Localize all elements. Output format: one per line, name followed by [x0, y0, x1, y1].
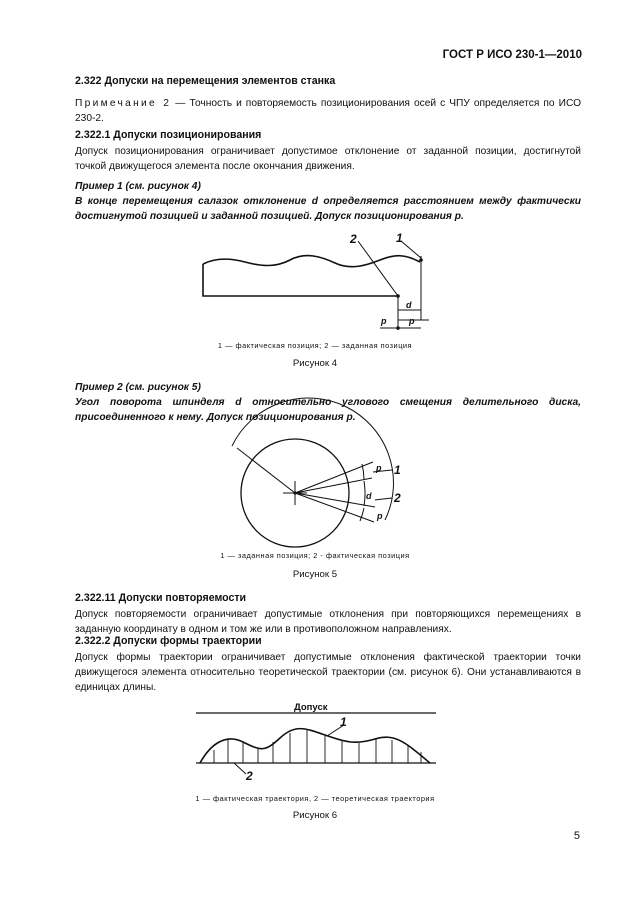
example1-title: Пример 1 (см. рисунок 4) [75, 181, 201, 192]
fig6-label-tolerance: Допуск [294, 702, 328, 713]
fig4-label-d: d [406, 300, 412, 310]
figure4-caption: 1 — фактическая позиция; 2 — заданная позиция [217, 341, 413, 350]
fig5-label-p-top: p [376, 463, 382, 473]
paragraph-repeatability: Допуск повторяемости ограничивает допустимые отклонения при повторяющихся перемещениях в заданную координату в одном и том же или в противоположном направлениях. [75, 609, 581, 635]
figure6-name: Рисунок 6 [292, 810, 338, 821]
fig4-label-p-left: p [381, 316, 387, 326]
paragraph-positioning: Допуск позиционирования ограничивает допустимое отклонение от заданной позиции, достигнутой точкой движущегося элемента после окончания движения. [75, 146, 581, 172]
fig4-label-1: 1 [396, 231, 403, 245]
actual-trajectory [200, 729, 430, 763]
fig6-label-2: 2 [246, 769, 253, 783]
example2-title: Пример 2 (см. рисунок 5) [75, 382, 201, 393]
fig5-label-d: d [366, 491, 372, 501]
figure5-caption: 1 — заданная позиция; 2 - фактическая позиция [220, 551, 410, 560]
fig4-label-p-right: p [409, 316, 415, 326]
figure5-name: Рисунок 5 [292, 569, 338, 580]
document-header: ГОСТ Р ИСО 230-1—2010 [442, 49, 582, 61]
fig5-label-2: 2 [394, 491, 401, 505]
leader-2 [234, 763, 246, 774]
note-label: Примечание 2 [75, 98, 172, 109]
paragraph-trajectory: Допуск формы траектории ограничивает допустимые отклонения фактической траектории точки движущегося элемента относительно теоретической траектории (см. рисунок 6). Они устанавливаются в единицах длины. [75, 652, 581, 693]
fig5-label-1: 1 [394, 463, 401, 477]
figure4-name: Рисунок 4 [292, 358, 338, 369]
heading-2-322: 2.322 Допуски на перемещения элементов станка [75, 75, 336, 87]
figure6-caption: 1 — фактическая траектория, 2 — теоретическая траектория [195, 794, 435, 803]
example2-text: Угол поворота шпинделя d относительно углового смещения делительного диска, присоединенного к нему. Допуск позиционирования p. [75, 397, 581, 423]
fig6-label-1: 1 [340, 715, 347, 729]
fig5-label-p-bottom: p [377, 511, 383, 521]
fig4-label-2: 2 [350, 232, 357, 246]
heading-2-322-11: 2.322.11 Допуски повторяемости [75, 592, 247, 604]
example1-text: В конце перемещения салазок отклонение d определяется расстоянием между фактически достигнутой позицией и заданной позицией. Допуск позиционирования p. [75, 196, 581, 222]
heading-2-322-1: 2.322.1 Допуски позиционирования [75, 129, 262, 141]
heading-2-322-2: 2.322.2 Допуски формы траектории [75, 635, 262, 647]
note-text: — Точность и повторяемость позиционирования осей с ЧПУ определяется по ИСО 230-2. [75, 98, 581, 124]
page-number: 5 [573, 830, 580, 842]
